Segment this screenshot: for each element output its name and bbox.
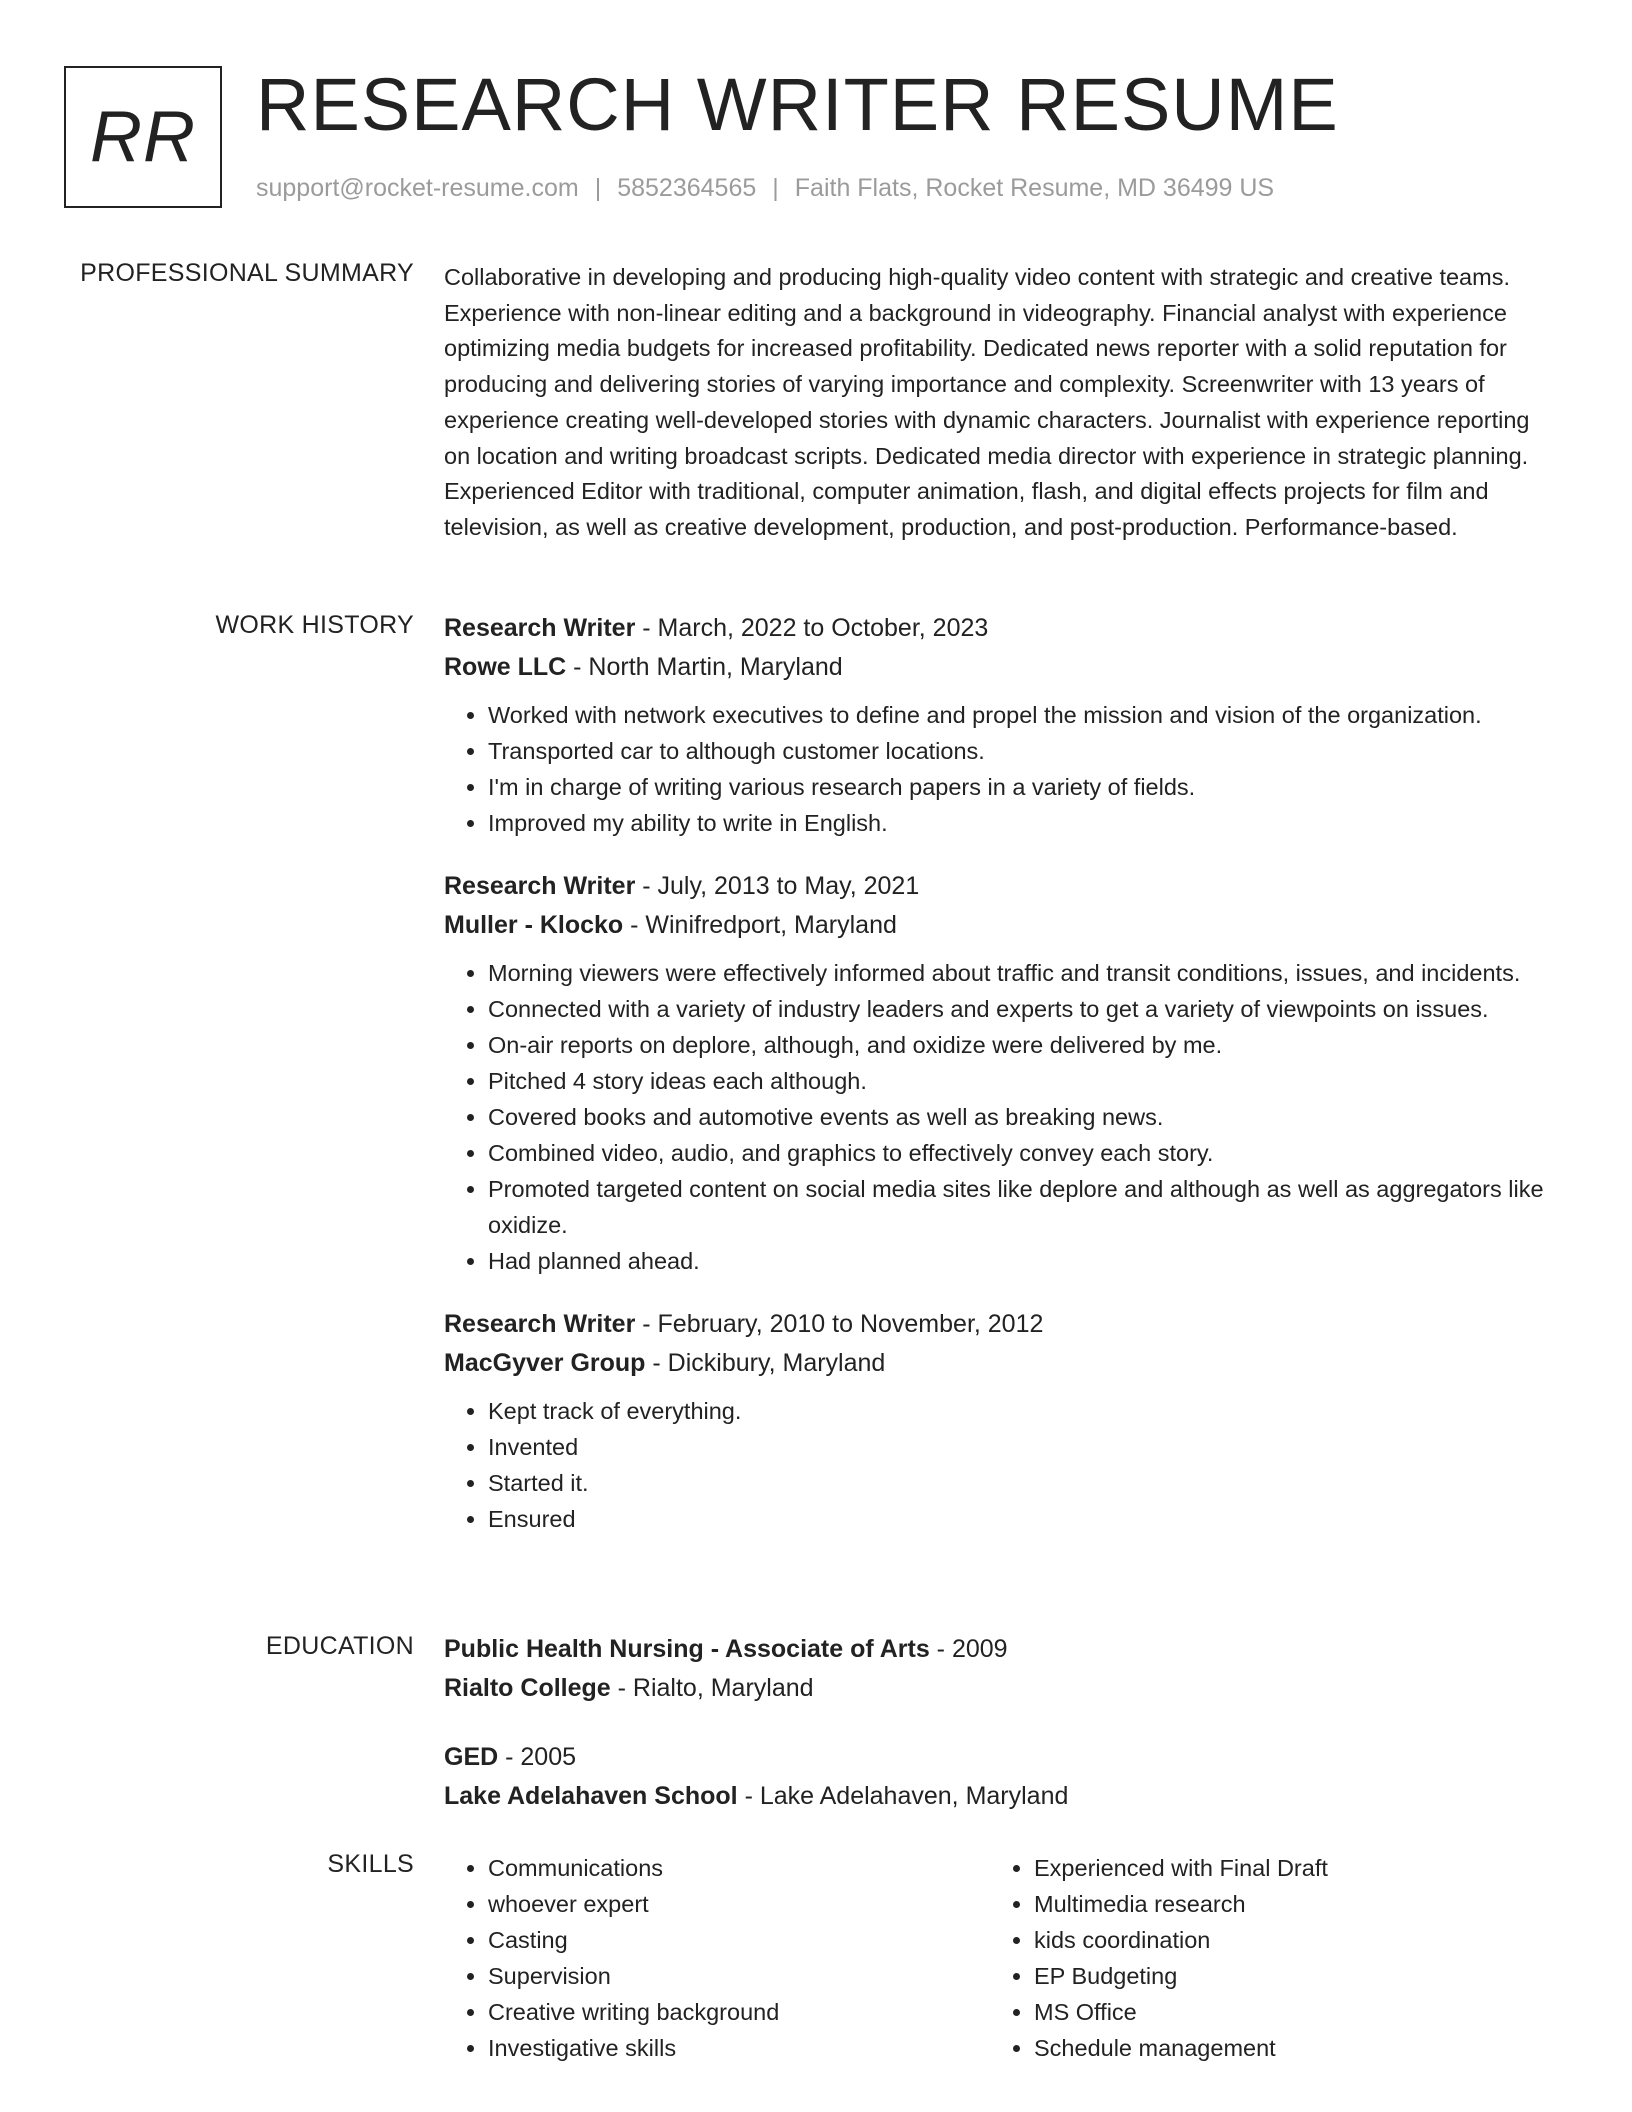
list-item: • kids coordination xyxy=(1034,1922,1510,1958)
degree-name: Public Health Nursing - Associate of Arts xyxy=(444,1635,930,1663)
list-item: • whoever expert xyxy=(488,1886,964,1922)
list-item: • Ensured xyxy=(488,1501,1549,1537)
contact-separator: | xyxy=(772,174,779,202)
list-item: • Worked with network executives to define and propel the mission and vision of the organization. xyxy=(488,697,1549,733)
education-entry xyxy=(444,1630,1549,1708)
skills-column-right xyxy=(990,1850,1510,2066)
list-item: • Multimedia research xyxy=(1034,1886,1510,1922)
job-entry xyxy=(444,609,1549,841)
contact-separator: | xyxy=(594,174,602,202)
list-item: • Connected with a variety of industry leaders and experts to get a variety of viewpoints on issues. xyxy=(488,991,1549,1027)
list-item: • Morning viewers were effectively informed about traffic and transit conditions, issues, and incidents. xyxy=(488,955,1549,991)
list-item: • Combined video, audio, and graphics to effectively convey each story. xyxy=(488,1135,1549,1171)
job-bullets xyxy=(444,697,1549,841)
education-body xyxy=(444,1630,1549,1842)
job-entry xyxy=(444,1305,1549,1537)
job-company-line xyxy=(444,648,1549,687)
job-company-line xyxy=(444,906,1549,945)
list-item: • Invented xyxy=(488,1429,1549,1465)
section-label: PROFESSIONAL SUMMARY xyxy=(80,259,414,287)
list-item: • Supervision xyxy=(488,1958,964,1994)
job-dates: - February, 2010 to November, 2012 xyxy=(635,1310,1044,1338)
contact-email: support@rocket-resume.com xyxy=(256,174,579,202)
skills-list xyxy=(444,1850,964,2066)
work-history-body xyxy=(444,609,1549,1563)
list-item: • EP Budgeting xyxy=(1034,1958,1510,1994)
list-item: • Experienced with Final Draft xyxy=(1034,1850,1510,1886)
job-dates: - March, 2022 to October, 2023 xyxy=(635,614,989,642)
job-title-line xyxy=(444,1305,1549,1344)
school-line xyxy=(444,1669,1549,1708)
list-item: • Improved my ability to write in English. xyxy=(488,805,1549,841)
school-name: Rialto College xyxy=(444,1674,611,1702)
contact-phone: 5852364565 xyxy=(617,174,757,202)
job-title-line xyxy=(444,609,1549,648)
job-location: - North Martin, Maryland xyxy=(566,653,843,681)
list-item: • Transported car to although customer locations. xyxy=(488,733,1549,769)
school-name: Lake Adelahaven School xyxy=(444,1782,738,1810)
list-item: • On-air reports on deplore, although, and oxidize were delivered by me. xyxy=(488,1027,1549,1063)
list-item: • Creative writing background xyxy=(488,1994,964,2030)
degree-year: - 2005 xyxy=(498,1743,577,1771)
degree-year: - 2009 xyxy=(929,1635,1008,1663)
job-title: Research Writer xyxy=(444,872,636,900)
job-bullets xyxy=(444,955,1549,1279)
list-item: • Kept track of everything. xyxy=(488,1393,1549,1429)
job-title: Research Writer xyxy=(444,614,636,642)
school-line xyxy=(444,1777,1549,1816)
page-title: RESEARCH WRITER RESUME xyxy=(256,63,1339,146)
job-entry xyxy=(444,867,1549,1279)
list-item: • MS Office xyxy=(1034,1994,1510,2030)
job-title-line xyxy=(444,867,1549,906)
job-company: Muller - Klocko xyxy=(444,911,624,939)
job-bullets xyxy=(444,1393,1549,1537)
degree-line xyxy=(444,1630,1549,1669)
job-company: Rowe LLC xyxy=(444,653,567,681)
job-title: Research Writer xyxy=(444,1310,636,1338)
degree-name: GED xyxy=(444,1743,499,1771)
monogram-logo: RR xyxy=(64,66,222,208)
job-location: - Winifredport, Maryland xyxy=(623,911,897,939)
skills-column-left xyxy=(444,1850,964,2066)
list-item: • Investigative skills xyxy=(488,2030,964,2066)
section-label: WORK HISTORY xyxy=(215,611,414,639)
list-item: • Casting xyxy=(488,1922,964,1958)
summary-body xyxy=(444,260,1549,546)
list-item: • Covered books and automotive events as well as breaking news. xyxy=(488,1099,1549,1135)
section-label: SKILLS xyxy=(327,1850,414,1878)
list-item: • Had planned ahead. xyxy=(488,1243,1549,1279)
summary-text: Collaborative in developing and producing high-quality video content with strategic and creative teams. Experience with non-linear editing and a background in videography. Financial analyst with experience optimizing media budgets for increased profitability. Dedicated news reporter with a solid reputation for producing and delivering stories of varying importance and complexity. Screenwriter with 13 years of experience creating well-developed stories with dynamic characters. Journalist with experience reporting on location and writing broadcast scripts. Dedicated media director with experience in strategic planning. Experienced Editor with traditional, computer animation, flash, and digital effects projects for film and television, as well as creative development, production, and post-production. Performance-based. xyxy=(444,264,1530,540)
job-company-line xyxy=(444,1344,1549,1383)
list-item: • Schedule management xyxy=(1034,2030,1510,2066)
list-item: • Communications xyxy=(488,1850,964,1886)
resume-header xyxy=(64,63,1564,212)
list-item: • Promoted targeted content on social media sites like deplore and although as well as aggregators like oxidize. xyxy=(488,1171,1549,1243)
job-company: MacGyver Group xyxy=(444,1349,646,1377)
list-item: • Pitched 4 story ideas each although. xyxy=(488,1063,1549,1099)
section-label: EDUCATION xyxy=(265,1632,414,1660)
contact-address: Faith Flats, Rocket Resume, MD 36499 US xyxy=(794,174,1275,202)
job-dates: - July, 2013 to May, 2021 xyxy=(635,872,920,900)
school-location: - Lake Adelahaven, Maryland xyxy=(737,1782,1069,1810)
education-entry xyxy=(444,1738,1549,1816)
skills-list xyxy=(990,1850,1510,2066)
contact-line xyxy=(256,174,1274,203)
degree-line xyxy=(444,1738,1549,1777)
school-location: - Rialto, Maryland xyxy=(610,1674,814,1702)
list-item: • Started it. xyxy=(488,1465,1549,1501)
list-item: • I'm in charge of writing various research papers in a variety of fields. xyxy=(488,769,1549,805)
job-location: - Dickibury, Maryland xyxy=(645,1349,886,1377)
